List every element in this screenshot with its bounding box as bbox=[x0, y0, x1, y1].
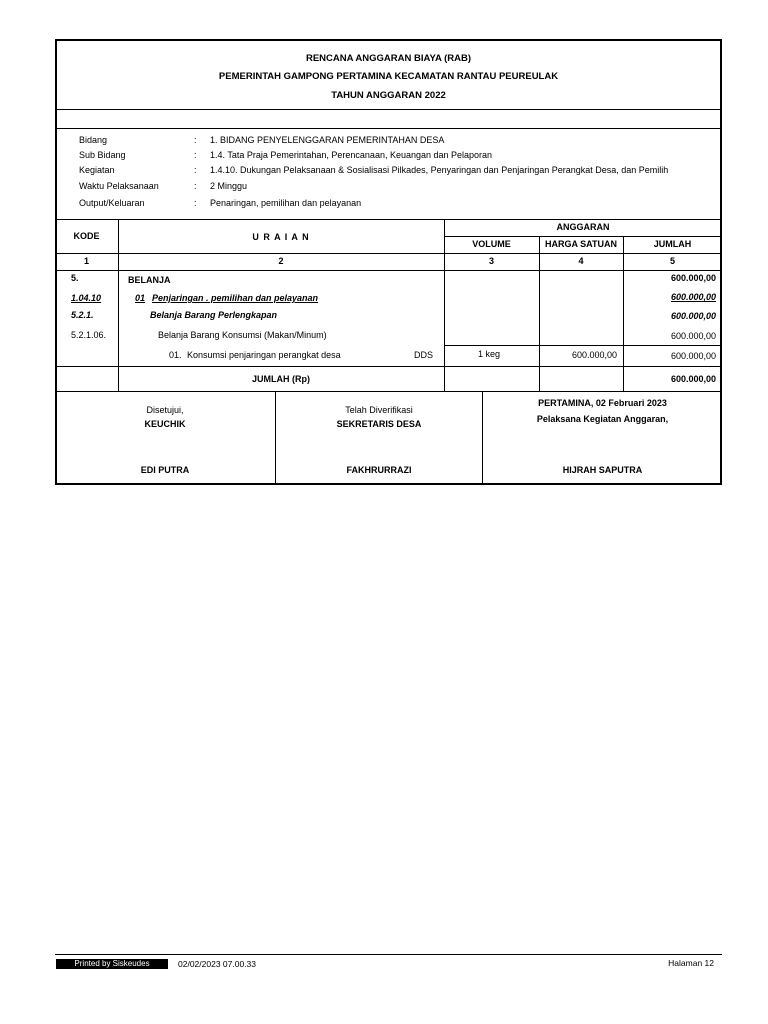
colnum-1: 1 bbox=[83, 256, 89, 266]
body-bottom-line bbox=[55, 366, 722, 367]
table-top-line bbox=[55, 219, 722, 220]
row-kode: 1.04.10 bbox=[71, 293, 102, 303]
sig-left-name: EDI PUTRA bbox=[140, 465, 190, 475]
divider bbox=[55, 128, 722, 129]
colnum-2: 2 bbox=[278, 256, 284, 266]
info-value-bidang: 1. BIDANG PENYELENGGARAN PEMERINTAHAN DESA bbox=[210, 135, 445, 145]
info-label-kegiatan: Kegiatan bbox=[79, 165, 115, 175]
print-datetime: 02/02/2023 07.00.33 bbox=[178, 959, 256, 969]
doc-subtitle: PEMERINTAH GAMPONG PERTAMINA KECAMATAN RANTAU PEUREULAK bbox=[218, 71, 559, 82]
colnum-3: 3 bbox=[488, 256, 494, 266]
colnum-4: 4 bbox=[578, 256, 584, 266]
row-uraian: Penjaringan . pemilihan dan pelayanan bbox=[152, 293, 319, 303]
header-kode: KODE bbox=[73, 231, 100, 241]
info-label-bidang: Bidang bbox=[79, 135, 108, 145]
row-harga-satuan: 600.000,00 bbox=[571, 350, 617, 360]
page-number: Halaman 12 bbox=[668, 958, 714, 968]
footer-line bbox=[55, 954, 722, 955]
colnum-5: 5 bbox=[669, 256, 675, 266]
header-anggaran: ANGGARAN bbox=[556, 222, 610, 232]
total-value: 600.000,00 bbox=[670, 374, 716, 384]
row-jumlah: 600.000,00 bbox=[670, 273, 716, 283]
col-divider-kode bbox=[118, 219, 119, 391]
info-sep: : bbox=[194, 165, 197, 175]
row-jumlah: 600.000,00 bbox=[670, 331, 716, 341]
doc-title: RENCANA ANGGARAN BIAYA (RAB) bbox=[305, 53, 472, 64]
sig-right-title: Pelaksana Kegiatan Anggaran, bbox=[536, 414, 669, 424]
info-label-subbidang: Sub Bidang bbox=[79, 150, 126, 160]
header-harga-satuan: HARGA SATUAN bbox=[545, 239, 617, 249]
row-uraian: Belanja Barang Perlengkapan bbox=[150, 310, 278, 320]
sig-left-title: KEUCHIK bbox=[144, 419, 186, 429]
sig-middle-title: SEKRETARIS DESA bbox=[336, 419, 422, 429]
info-sep: : bbox=[194, 198, 197, 208]
info-value-subbidang: 1.4. Tata Praja Pemerintahan, Perencanaan, Keuangan dan Pelaporan bbox=[210, 150, 493, 160]
info-value-kegiatan: 1.4.10. Dukungan Pelaksanaan & Sosialisasi Pilkades, Penyaringan dan Penjaringan Perangkat Desa, dan Pemilih bbox=[210, 165, 669, 175]
sig-middle-name: FAKHRURRAZI bbox=[346, 465, 412, 475]
header-bottom-line bbox=[55, 253, 722, 254]
sig-right-name: HIJRAH SAPUTRA bbox=[562, 465, 643, 475]
anggaran-divider bbox=[444, 236, 722, 237]
row-kode: 5.2.1.06. bbox=[71, 330, 107, 340]
row-jumlah: 600.000,00 bbox=[670, 292, 716, 302]
info-sep: : bbox=[194, 135, 197, 145]
sig-middle-caption: Telah Diverifikasi bbox=[345, 405, 413, 415]
printed-by-badge: Printed by Siskeudes bbox=[56, 959, 168, 969]
row-jumlah: 600.000,00 bbox=[670, 351, 716, 361]
row-kode: 5.2.1. bbox=[71, 310, 94, 320]
divider bbox=[55, 109, 722, 110]
colnum-bottom-line bbox=[55, 270, 722, 271]
row-uraian: Konsumsi penjaringan perangkat desa bbox=[187, 350, 341, 360]
row-sumber-dana: DDS bbox=[414, 350, 434, 360]
sig-left-caption: Disetujui, bbox=[146, 405, 184, 415]
info-value-output: Penaringan, pemilihan dan pelayanan bbox=[210, 198, 362, 208]
header-volume: VOLUME bbox=[472, 239, 511, 249]
row-kode: 5. bbox=[71, 273, 79, 283]
info-sep: : bbox=[194, 150, 197, 160]
header-jumlah: JUMLAH bbox=[653, 239, 692, 249]
row-jumlah: 600.000,00 bbox=[670, 311, 716, 321]
info-label-waktu: Waktu Pelaksanaan bbox=[79, 181, 159, 191]
doc-year: TAHUN ANGGARAN 2022 bbox=[331, 90, 446, 101]
item-row-line bbox=[444, 345, 722, 346]
sig-right-place-date: PERTAMINA, 02 Februari 2023 bbox=[538, 398, 667, 408]
info-label-output: Output/Keluaran bbox=[79, 198, 145, 208]
header-uraian: U R A I A N bbox=[252, 232, 310, 242]
row-uraian: Belanja Barang Konsumsi (Makan/Minum) bbox=[158, 330, 327, 340]
total-bottom-line bbox=[55, 391, 722, 392]
row-prefix: 01 bbox=[135, 293, 146, 303]
row-uraian: BELANJA bbox=[128, 275, 171, 285]
total-label: JUMLAH (Rp) bbox=[252, 374, 310, 384]
row-prefix: 01. bbox=[169, 350, 182, 360]
info-sep: : bbox=[194, 181, 197, 191]
row-volume: 1 keg bbox=[478, 349, 501, 359]
info-value-waktu: 2 Minggu bbox=[210, 181, 248, 191]
